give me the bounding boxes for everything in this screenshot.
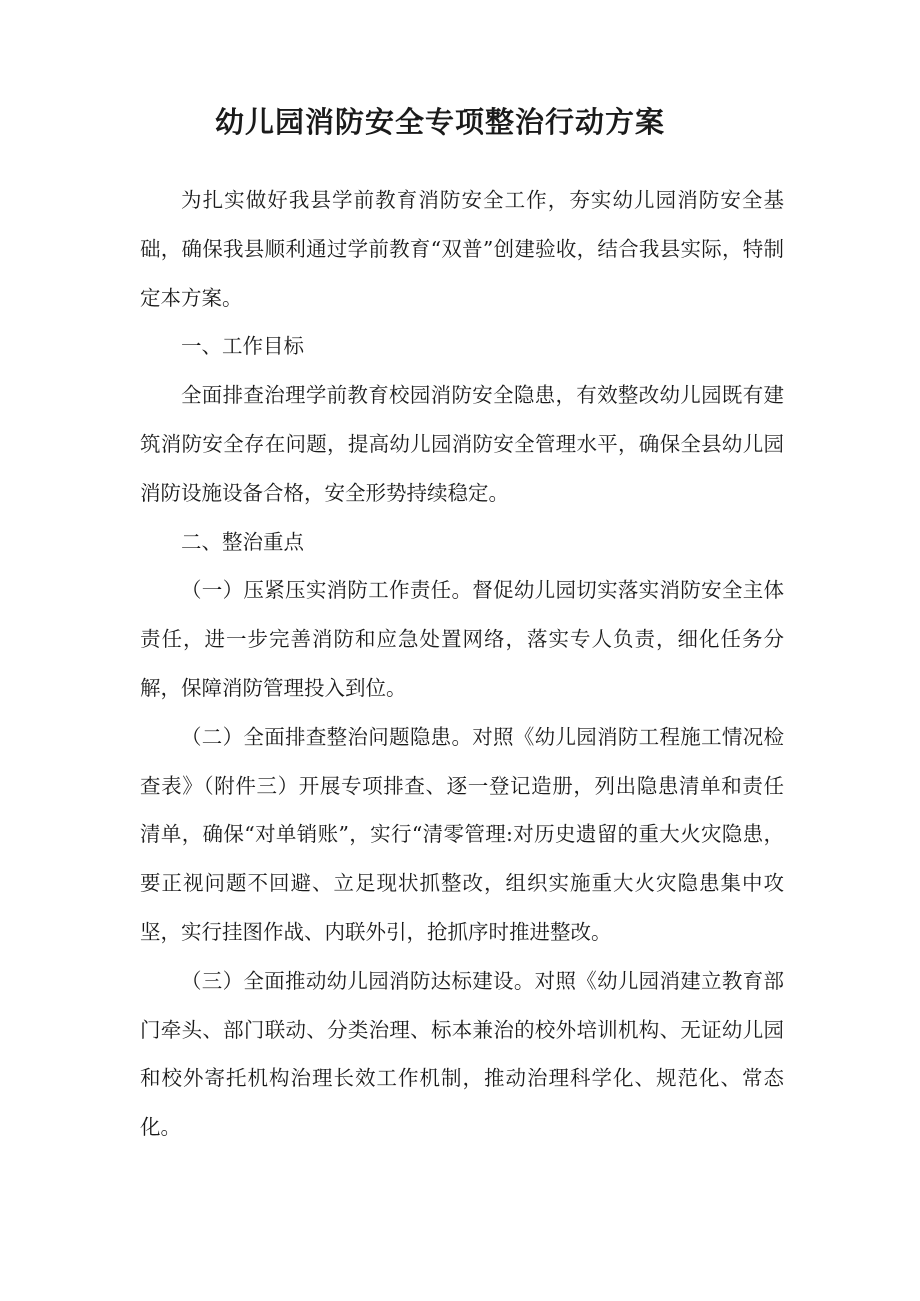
section-heading-rectification-focus: 二、整治重点	[181, 529, 304, 554]
document-title: 幼儿园消防安全专项整治行动方案	[214, 105, 665, 139]
paragraph-work-goals: 全面排查治理学前教育校园消防安全隐患，有效整改幼儿园既有建筑消防安全存在问题，提高幼儿园消防安全管理水平，确保全县幼儿园消防设施设备合格，安全形势持续稳定。	[140, 383, 784, 505]
paragraph-item-2: （二）全面排查整治问题隐患。对照《幼儿园消防工程施工情况检查表》（附件三）开展专项排查、逐一登记造册，列出隐患清单和责任清单，确保“对单销账”，实行“清零管理:对历史遗留的重大火灾隐患，要正视问题不回避、立足现状抓整改，组织实施重大火灾隐患集中攻坚，实行挂图作战、内联外引，抢抓序时推进整改。	[140, 724, 784, 944]
section-heading-work-goals: 一、工作目标	[181, 334, 304, 359]
paragraph-intro: 为扎实做好我县学前教育消防安全工作，夯实幼儿园消防安全基础，确保我县顺利通过学前教育“双普”创建验收，结合我县实际，特制定本方案。	[140, 188, 784, 310]
document-body	[140, 176, 784, 1152]
paragraph-item-1: （一）压紧压实消防工作责任。督促幼儿园切实落实消防安全主体责任，进一步完善消防和应急处置网络，落实专人负责，细化任务分解，保障消防管理投入到位。	[140, 578, 784, 700]
paragraph-item-3: （三）全面推动幼儿园消防达标建设。对照《幼儿园消建立教育部门牵头、部门联动、分类治理、标本兼治的校外培训机构、无证幼儿园和校外寄托机构治理长效工作机制，推动治理科学化、规范化、常态化。	[140, 968, 784, 1140]
